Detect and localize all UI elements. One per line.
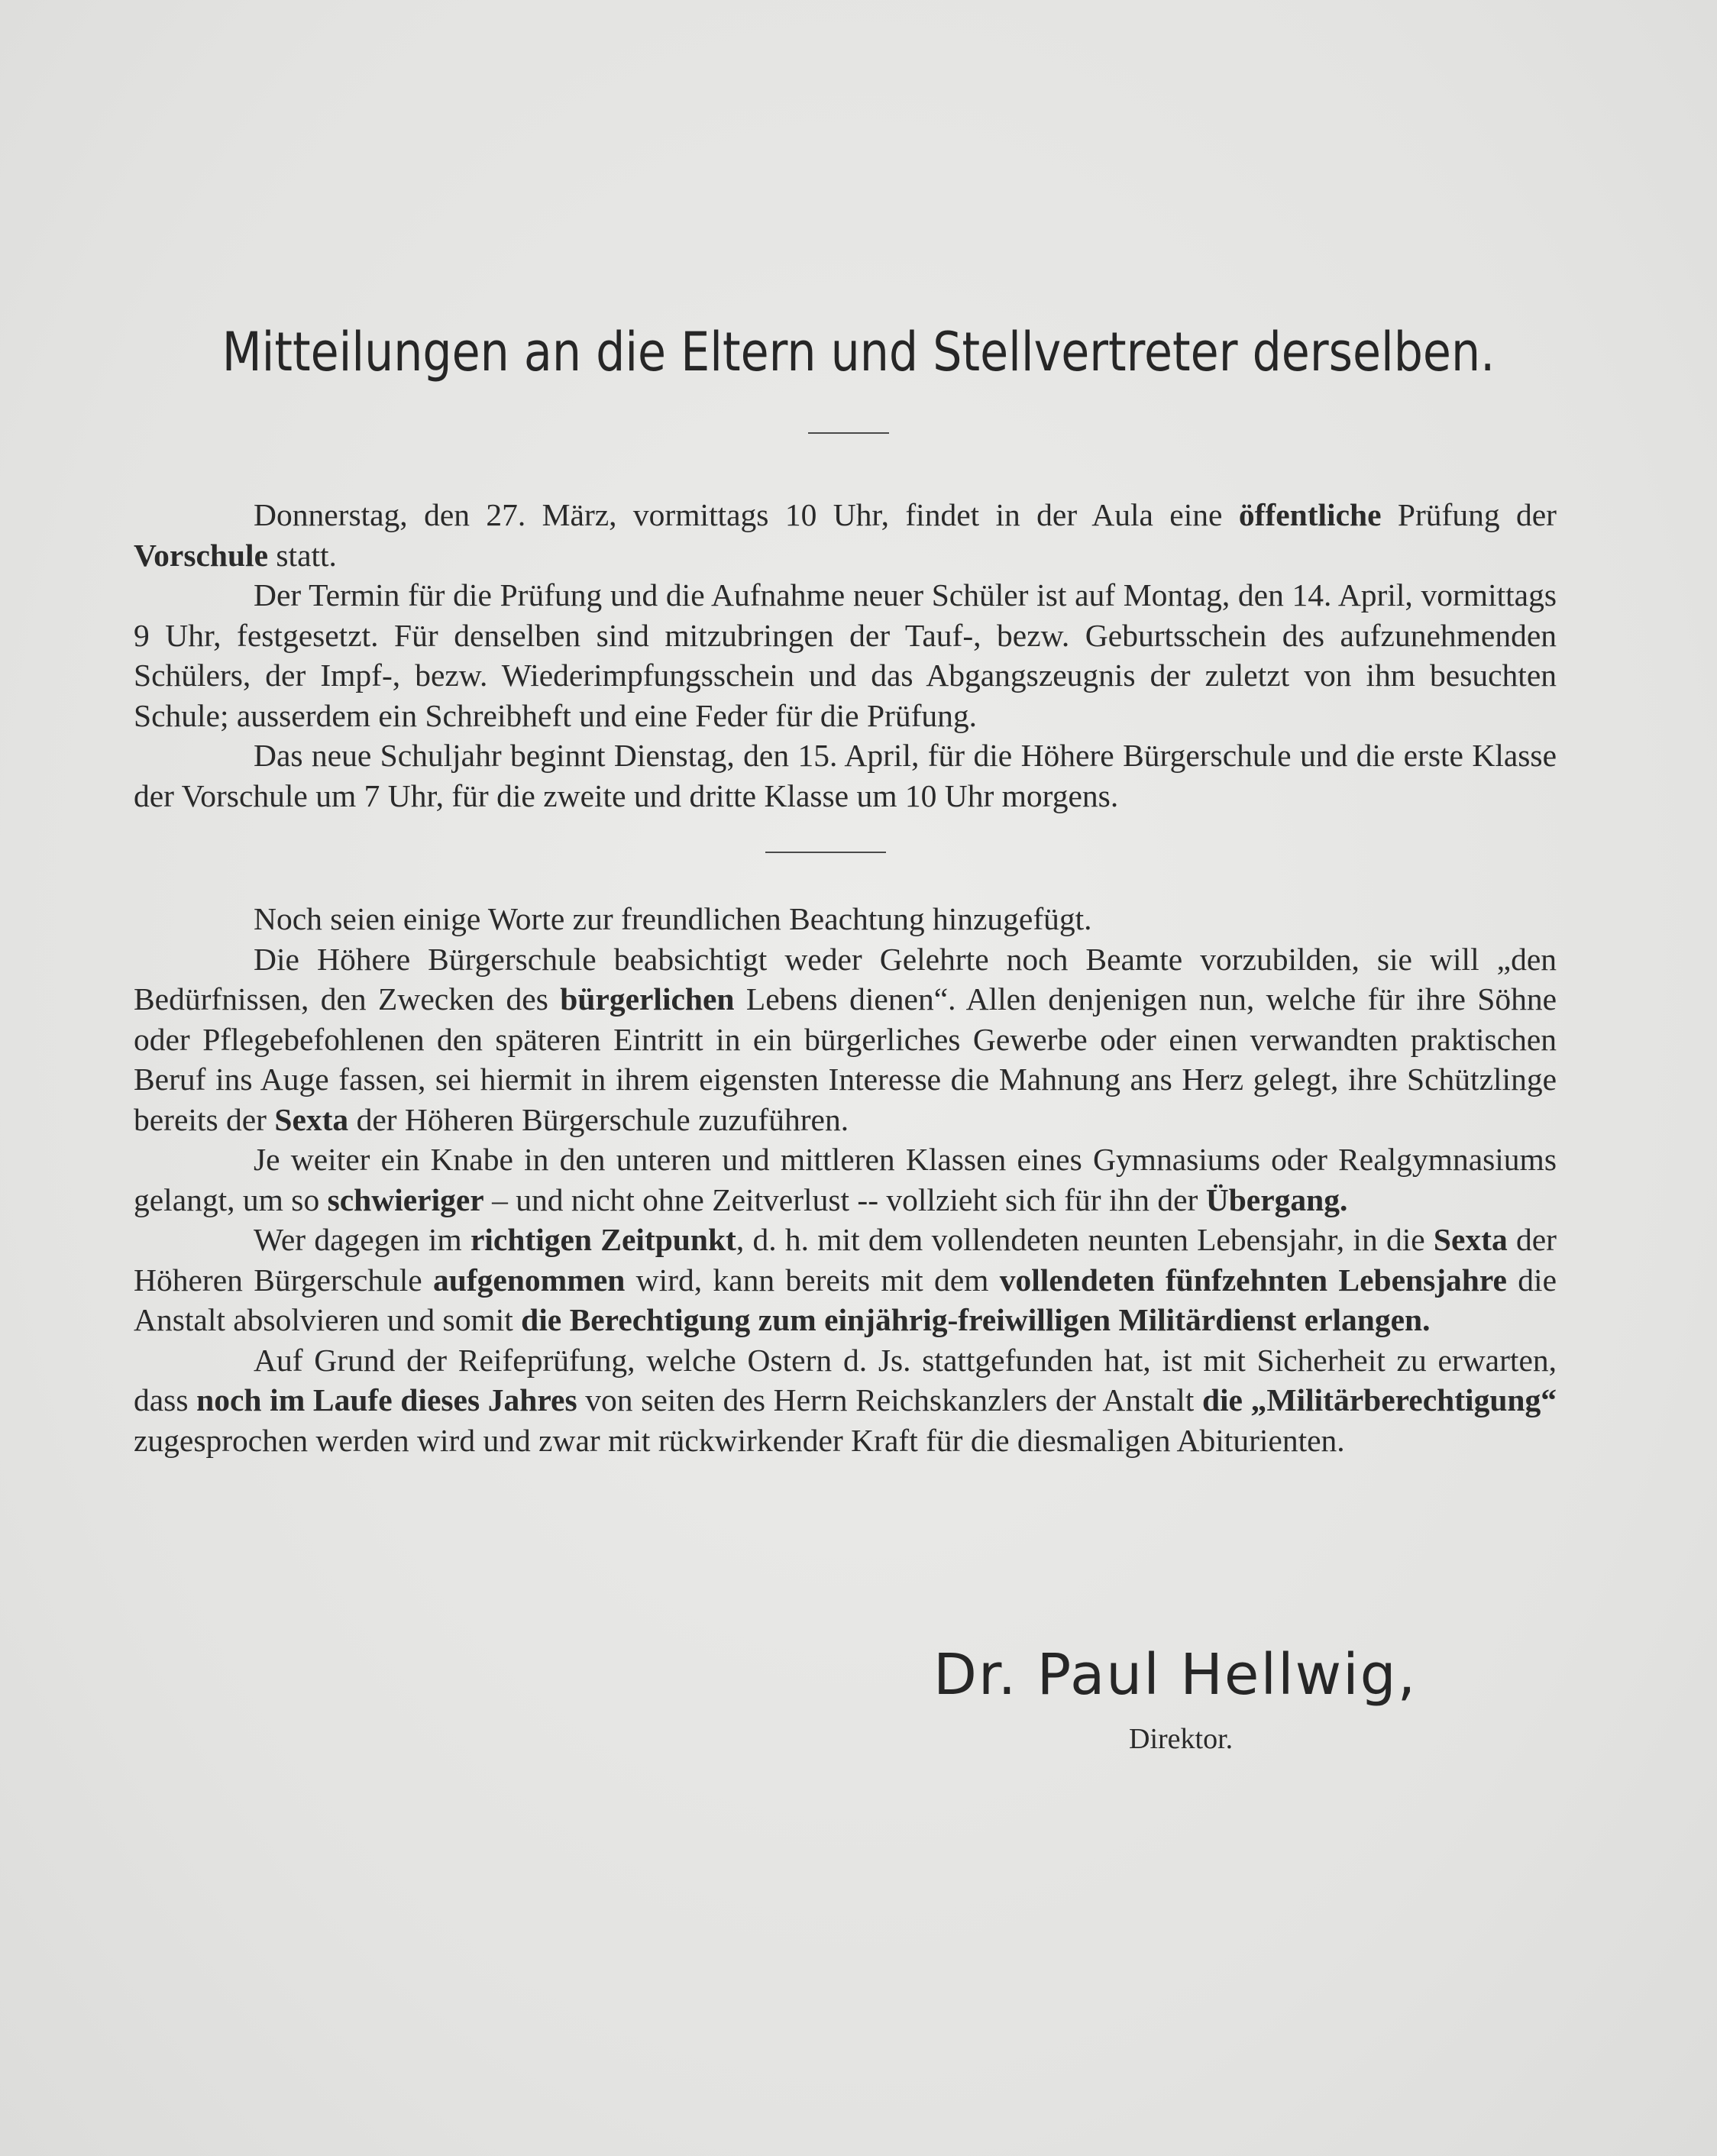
paragraph-transfer: Je weiter ein Knabe in den unteren und mittleren Klassen eines Gymnasiums oder Realgymnasiums gelangt, um so schwieriger – und nicht ohne Zeitverlust -- vollzieht sich für ihn der Übergang. bbox=[134, 1142, 1557, 1217]
emphasized-text: bürgerlichen bbox=[560, 981, 735, 1017]
emphasized-text: die Berechtigung zum einjährig-freiwilligen Militärdienst erlangen. bbox=[521, 1302, 1431, 1337]
paragraph-military-right: Auf Grund der Reifeprüfung, welche Ostern d. Js. stattgefunden hat, ist mit Sicherheit zu erwarten, dass noch im Laufe dieses Jahres von seiten des Herrn Reichskanzlers der Anstalt die „Militärberechtigung“ zugesprochen werden wird und zwar mit rückwirkender Kraft für die diesmaligen Abiturienten. bbox=[134, 1342, 1557, 1458]
emphasized-text: Vorschule bbox=[134, 537, 269, 573]
emphasized-text: Sexta bbox=[1433, 1222, 1508, 1257]
emphasized-text: richtigen Zeitpunkt bbox=[470, 1222, 736, 1257]
paragraph-purpose: Die Höhere Bürgerschule beabsichtigt weder Gelehrte noch Beamte vorzubilden, sie will „den Bedürfnissen, den Zwecken des bürgerlichen Lebens dienen“. Allen denjenigen nun, welche für ihre Söhne oder Pflegebefohlenen den späteren Eintritt in ein bürgerliches Gewerbe oder einen verwandten praktischen Beruf ins Auge fassen, sei hiermit in ihrem eigensten Interesse die Mahnung ans Herz gelegt, ihre Schützlinge bereits der Sexta der Höheren Bürgerschule zuzuführen. bbox=[134, 941, 1557, 1137]
emphasized-text: die „Militärberechtigung“ bbox=[1201, 1382, 1557, 1417]
notes-section bbox=[134, 899, 1557, 1460]
paragraph-enrollment: Der Termin für die Prüfung und die Aufnahme neuer Schüler ist auf Montag, den 14. April, vormittags 9 Uhr, festgesetzt. Für denselben sind mitzubringen der Tauf-, bezw. Geburtsschein des aufzunehmenden Schülers, der Impf-, bezw. Wiederimpfungsschein und das Abgangszeugnis der zuletzt von ihm besuchten Schule; ausserdem ein Schreibheft und eine Feder für die Prüfung. bbox=[134, 577, 1557, 733]
emphasized-text: schwieriger bbox=[327, 1181, 484, 1217]
emphasized-text: vollendeten fünfzehnten Lebensjahre bbox=[999, 1262, 1507, 1298]
section-divider bbox=[765, 852, 886, 853]
emphasized-text: Sexta bbox=[274, 1101, 349, 1137]
paragraph-timing: Wer dagegen im richtigen Zeitpunkt, d. h. mit dem vollendeten neunten Lebensjahr, in die Sexta der Höheren Bürgerschule aufgenommen wird, kann bereits mit dem vollendeten fünfzehnten Lebensjahre die Anstalt absolvieren und somit die Berechtigung zum einjährig-freiwilligen Militärdienst erlangen. bbox=[134, 1222, 1557, 1337]
emphasized-text: Übergang. bbox=[1205, 1181, 1348, 1217]
signature-role: Direktor. bbox=[1129, 1723, 1234, 1755]
title-divider bbox=[808, 432, 889, 434]
emphasized-text: öffentliche bbox=[1238, 497, 1382, 532]
emphasized-text: noch im Laufe dieses Jahres bbox=[196, 1382, 577, 1417]
paragraph-school-year: Das neue Schuljahr beginnt Dienstag, den 15. April, für die Höhere Bürgerschule und die erste Klasse der Vorschule um 7 Uhr, für die zweite und dritte Klasse um 10 Uhr morgens. bbox=[134, 738, 1557, 813]
signature-name: Dr. Paul Hellwig, bbox=[933, 1642, 1418, 1708]
emphasized-text: aufgenommen bbox=[433, 1262, 626, 1298]
paragraph-exam-date: Donnerstag, den 27. März, vormittags 10 Uhr, findet in der Aula eine öffentliche Prüfung der Vorschule statt. bbox=[134, 497, 1557, 573]
paragraph-intro-note: Noch seien einige Worte zur freundlichen Beachtung hinzugefügt. bbox=[254, 901, 1092, 936]
page-title: Mitteilungen an die Eltern und Stellvertreter derselben. bbox=[221, 321, 1496, 383]
announcement-section bbox=[134, 495, 1557, 816]
